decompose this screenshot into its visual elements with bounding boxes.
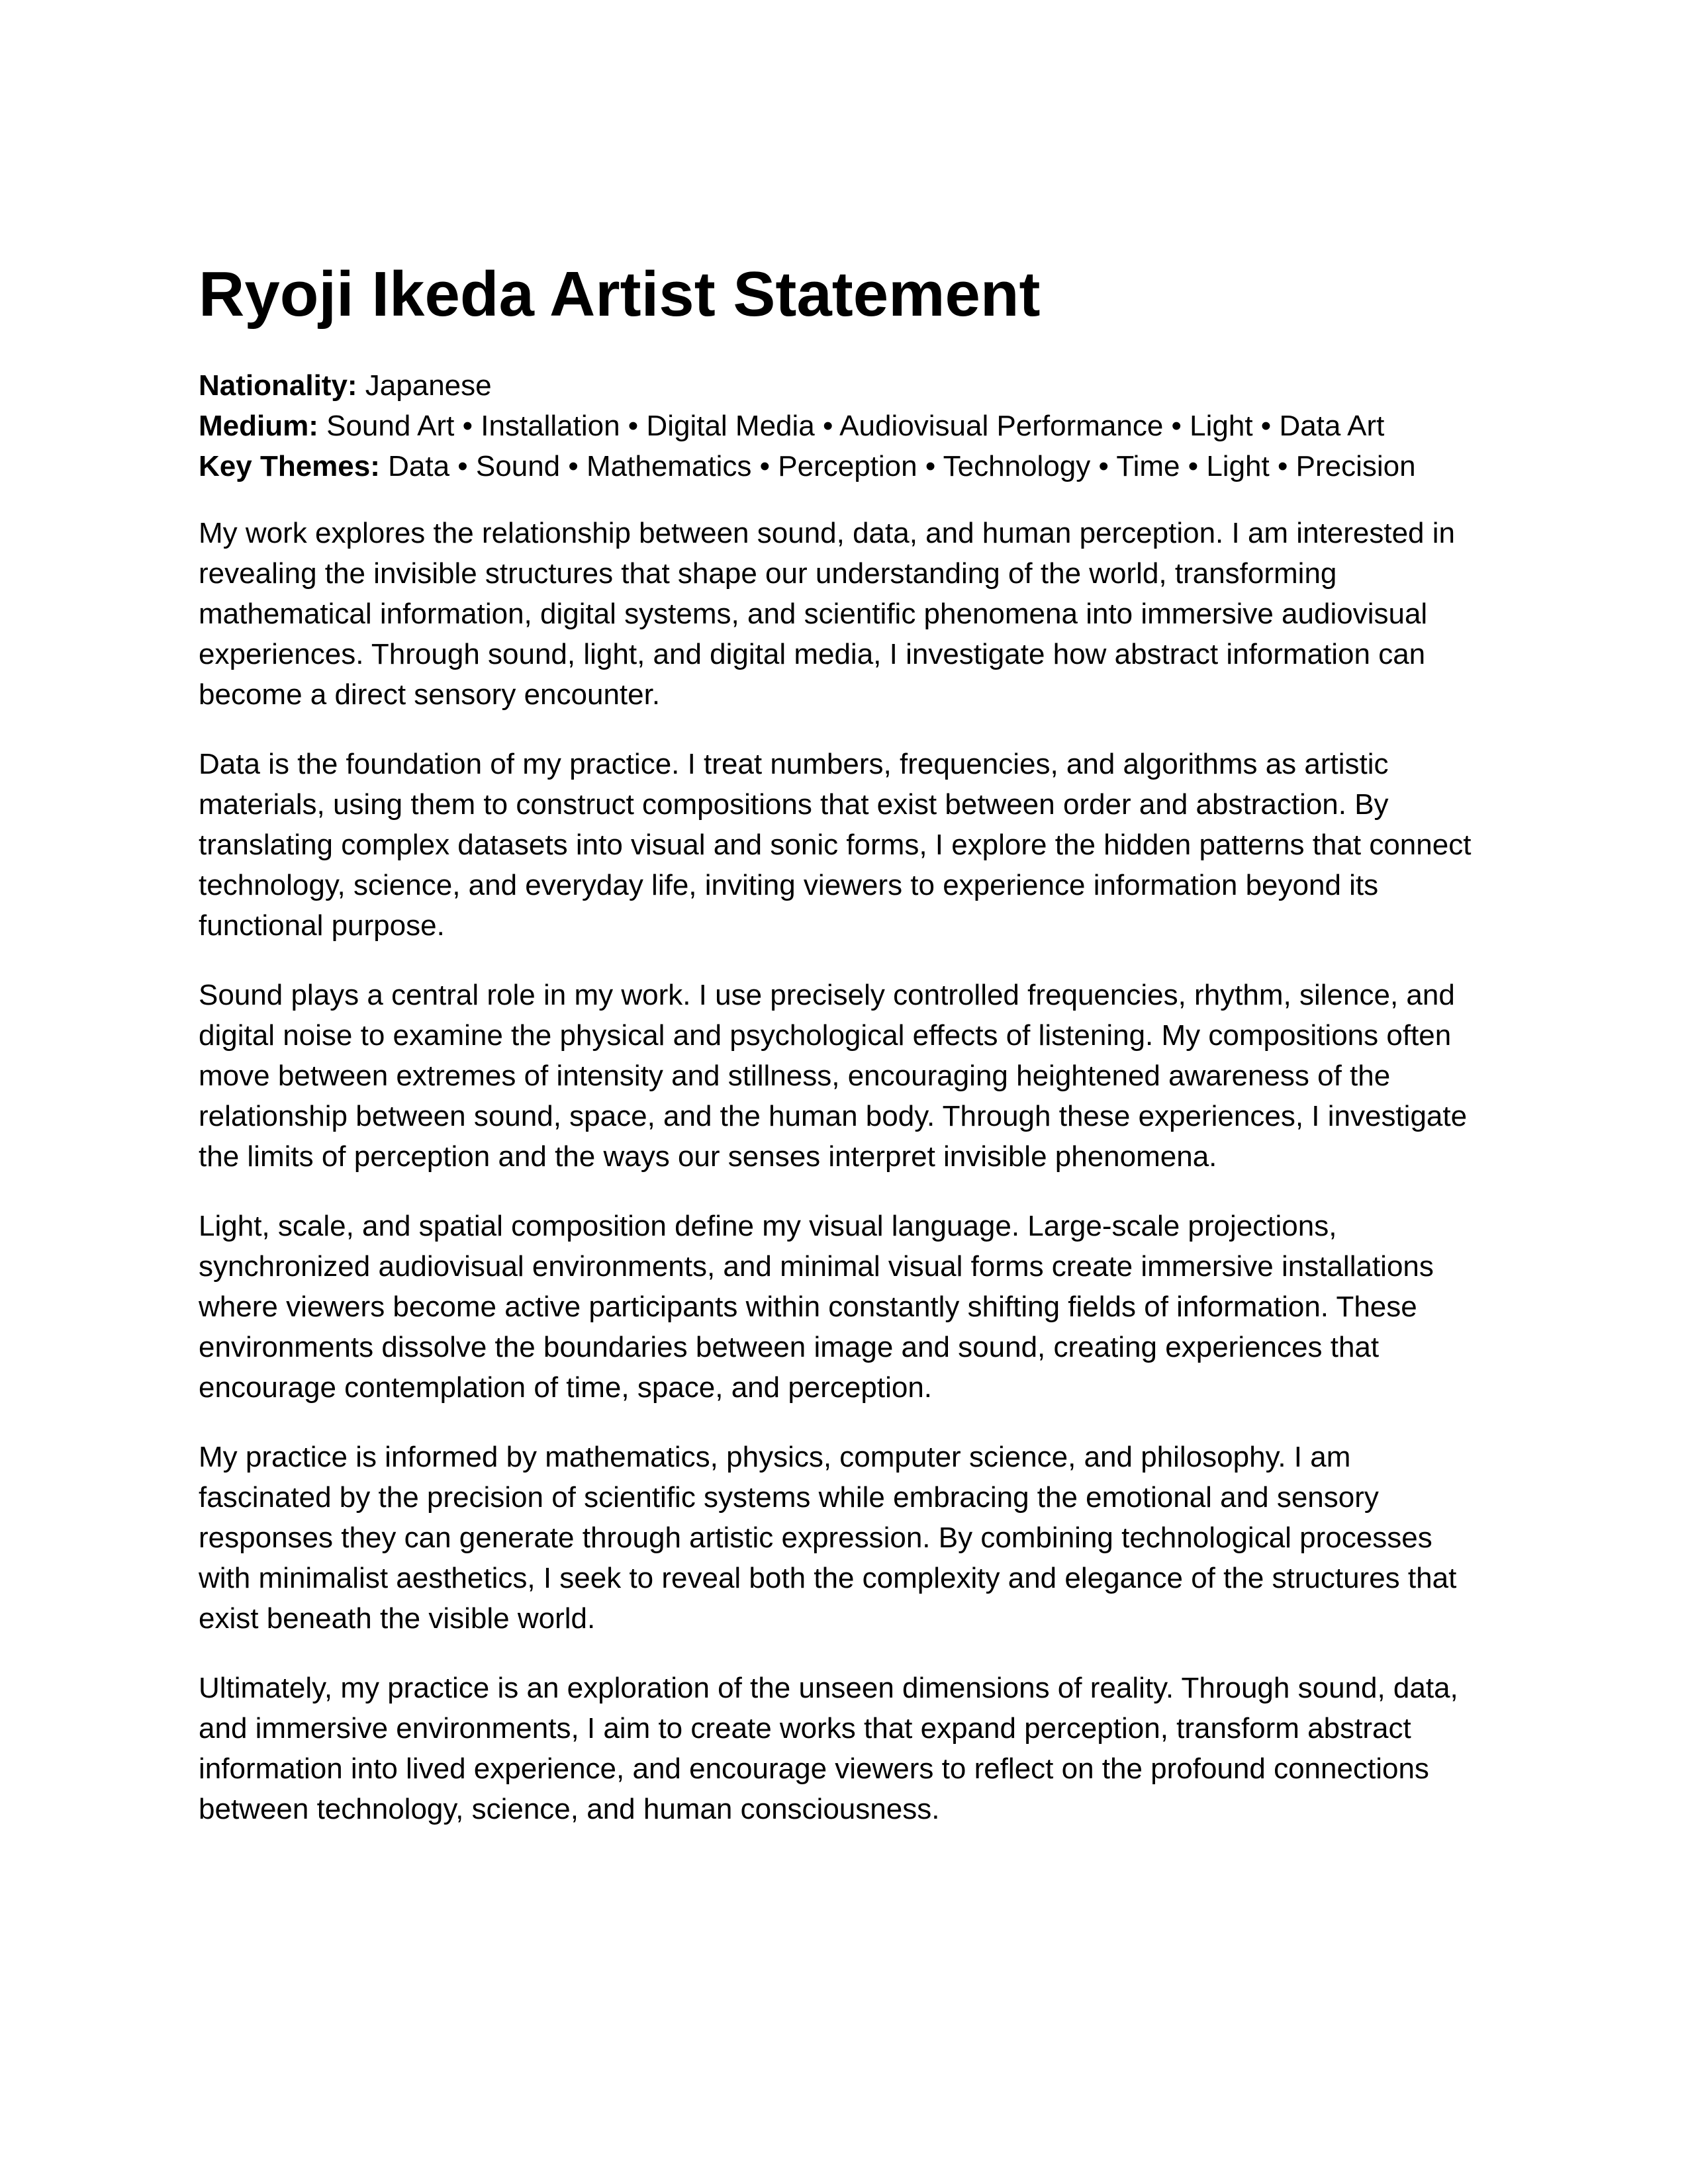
meta-nationality <box>199 365 1489 406</box>
meta-value: Data • Sound • Mathematics • Perception • Technology • Time • Light • Precision <box>379 450 1416 482</box>
meta-value: Sound Art • Installation • Digital Media • Audiovisual Performance • Light • Data Art <box>318 410 1385 442</box>
meta-label: Key Themes: <box>199 450 380 482</box>
document-page <box>199 251 1489 1829</box>
meta-label: Medium: <box>199 410 318 442</box>
statement-body <box>199 513 1489 1829</box>
meta-value: Japanese <box>357 369 492 402</box>
body-paragraph: My work explores the relationship between sound, data, and human perception. I am interested in revealing the invisible structures that shape our understanding of the world, transforming mathematical information, digital systems, and scientific phenomena into immersive audiovisual experiences. Through sound, light, and digital media, I investigate how abstract information can become a direct sensory encounter. <box>199 517 1455 711</box>
page-title: Ryoji Ikeda Artist Statement <box>199 259 1041 330</box>
body-paragraph: Data is the foundation of my practice. I treat numbers, frequencies, and algorithms as artistic materials, using them to construct compositions that exist between order and abstraction. By translating complex datasets into visual and sonic forms, I explore the hidden patterns that connect technology, science, and everyday life, inviting viewers to experience information beyond its functional purpose. <box>199 748 1472 942</box>
meta-label: Nationality: <box>199 369 357 402</box>
meta-medium <box>199 406 1489 446</box>
body-paragraph: My practice is informed by mathematics, physics, computer science, and philosophy. I am fascinated by the precision of scientific systems while embracing the emotional and sensory responses they can generate through artistic expression. By combining technological processes with minimalist aesthetics, I seek to reveal both the complexity and elegance of the structures that exist beneath the visible world. <box>199 1441 1457 1635</box>
metadata-block <box>199 365 1489 486</box>
body-paragraph: Sound plays a central role in my work. I use precisely controlled frequencies, rhythm, silence, and digital noise to examine the physical and psychological effects of listening. My compositions often move between extremes of intensity and stillness, encouraging heightened awareness of the relationship between sound, space, and the human body. Through these experiences, I investigate the limits of perception and the ways our senses interpret invisible phenomena. <box>199 979 1468 1173</box>
body-paragraph: Light, scale, and spatial composition define my visual language. Large-scale projections, synchronized audiovisual environments, and minimal visual forms create immersive installations where viewers become active participants within constantly shifting fields of information. These environments dissolve the boundaries between image and sound, creating experiences that encourage contemplation of time, space, and perception. <box>199 1210 1434 1404</box>
body-paragraph: Ultimately, my practice is an exploration of the unseen dimensions of reality. Through sound, data, and immersive environments, I aim to create works that expand perception, transform abstract information into lived experience, and encourage viewers to reflect on the profound connections between technology, science, and human consciousness. <box>199 1672 1458 1825</box>
meta-key-themes <box>199 446 1489 486</box>
